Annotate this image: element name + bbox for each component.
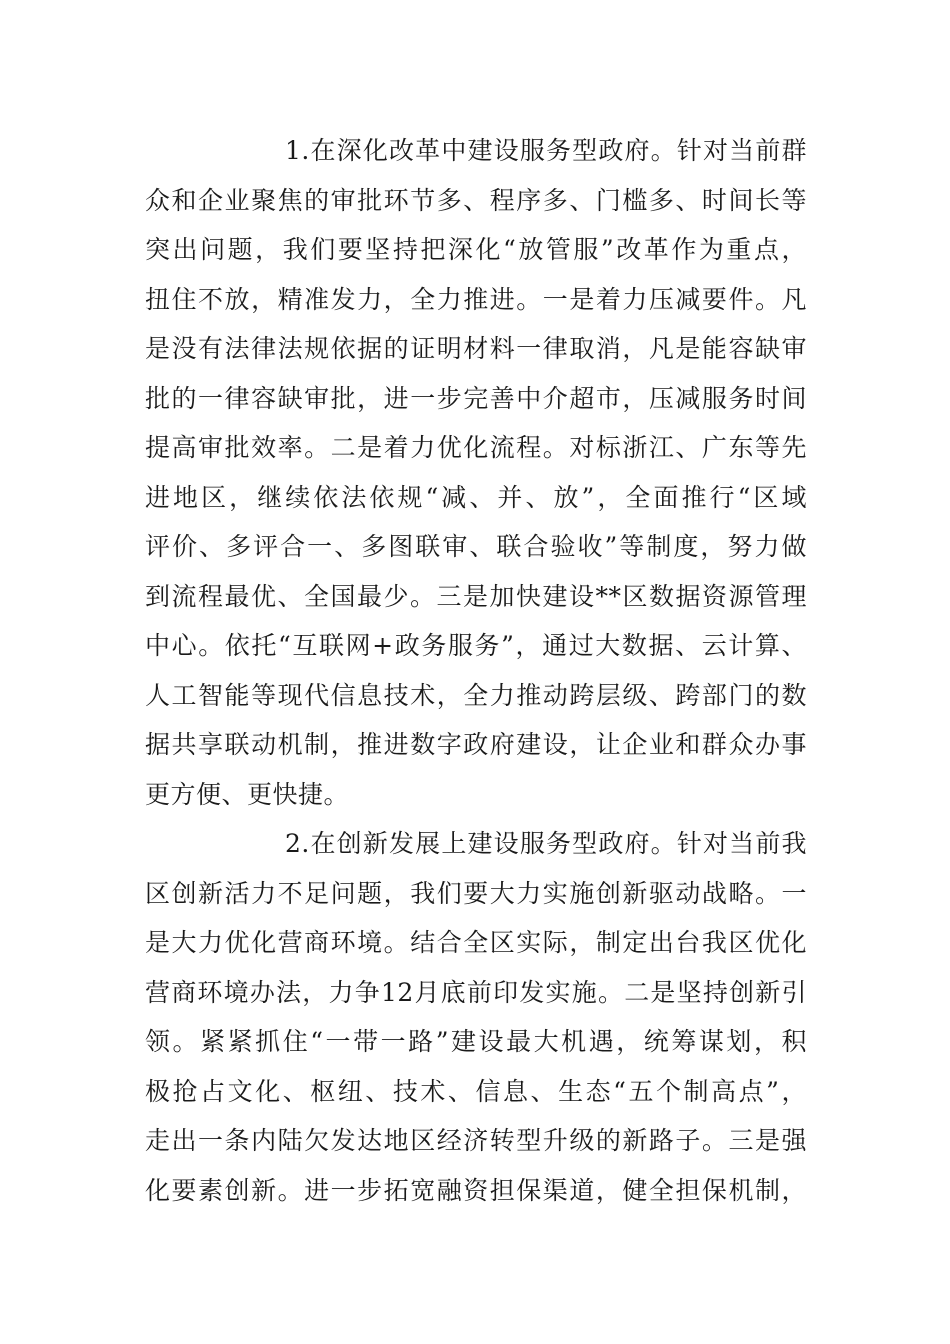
paragraph-2-line-6: 极抢占文化、枢纽、技术、信息、生态“五个制高点”， <box>145 1076 807 1106</box>
paragraph-1-line-6: 批的一律容缺审批，进一步完善中介超市，压减服务时间 <box>145 383 807 413</box>
paragraph-2-line-7: 走出一条内陆欠发达地区经济转型升级的新路子。三是强 <box>145 1126 807 1155</box>
paragraph-2-line-5: 领。紧紧抓住“一带一路”建设最大机遇，统筹谋划，积 <box>145 1027 807 1056</box>
paragraph-1-line-3: 突出问题，我们要坚持把深化“放管服”改革作为重点， <box>145 235 807 264</box>
paragraph-2-line-3: 是大力优化营商环境。结合全区实际，制定出台我区优化 <box>145 928 807 957</box>
paragraph-1-line-14: 更方便、更快捷。 <box>145 779 350 809</box>
paragraph-2-line-8: 化要素创新。进一步拓宽融资担保渠道，健全担保机制， <box>145 1175 807 1205</box>
paragraph-2-line-1: 2.在创新发展上建设服务型政府。针对当前我 <box>285 829 807 858</box>
paragraph-1-line-12: 人工智能等现代信息技术，全力推动跨层级、跨部门的数 <box>145 680 807 710</box>
paragraph-1-line-2: 众和企业聚焦的审批环节多、程序多、门槛多、时间长等 <box>145 185 807 215</box>
paragraph-1-line-5: 是没有法律法规依据的证明材料一律取消，凡是能容缺审 <box>145 334 807 363</box>
paragraph-2 <box>145 819 807 1215</box>
paragraph-1-line-7: 提高审批效率。二是着力优化流程。对标浙江、广东等先 <box>145 433 807 462</box>
paragraph-1-line-11: 中心。依托“互联网+政务服务”，通过大数据、云计算、 <box>145 631 807 660</box>
paragraph-1 <box>145 126 807 819</box>
paragraph-1-line-1: 1.在深化改革中建设服务型政府。针对当前群 <box>285 136 807 165</box>
paragraph-1-line-4: 扭住不放，精准发力，全力推进。一是着力压减要件。凡 <box>145 284 807 314</box>
paragraph-1-line-9: 评价、多评合一、多图联审、联合验收”等制度，努力做 <box>145 532 807 561</box>
paragraph-1-line-10: 到流程最优、全国最少。三是加快建设**区数据资源管理 <box>145 581 807 611</box>
paragraph-2-line-2: 区创新活力不足问题，我们要大力实施创新驱动战略。一 <box>145 878 807 908</box>
paragraph-1-line-8: 进地区，继续依法依规“减、并、放”，全面推行“区域 <box>145 482 807 512</box>
paragraph-1-line-13: 据共享联动机制，推进数字政府建设，让企业和群众办事 <box>145 730 807 759</box>
paragraph-2-line-4: 营商环境办法，力争12月底前印发实施。二是坚持创新引 <box>145 977 807 1007</box>
